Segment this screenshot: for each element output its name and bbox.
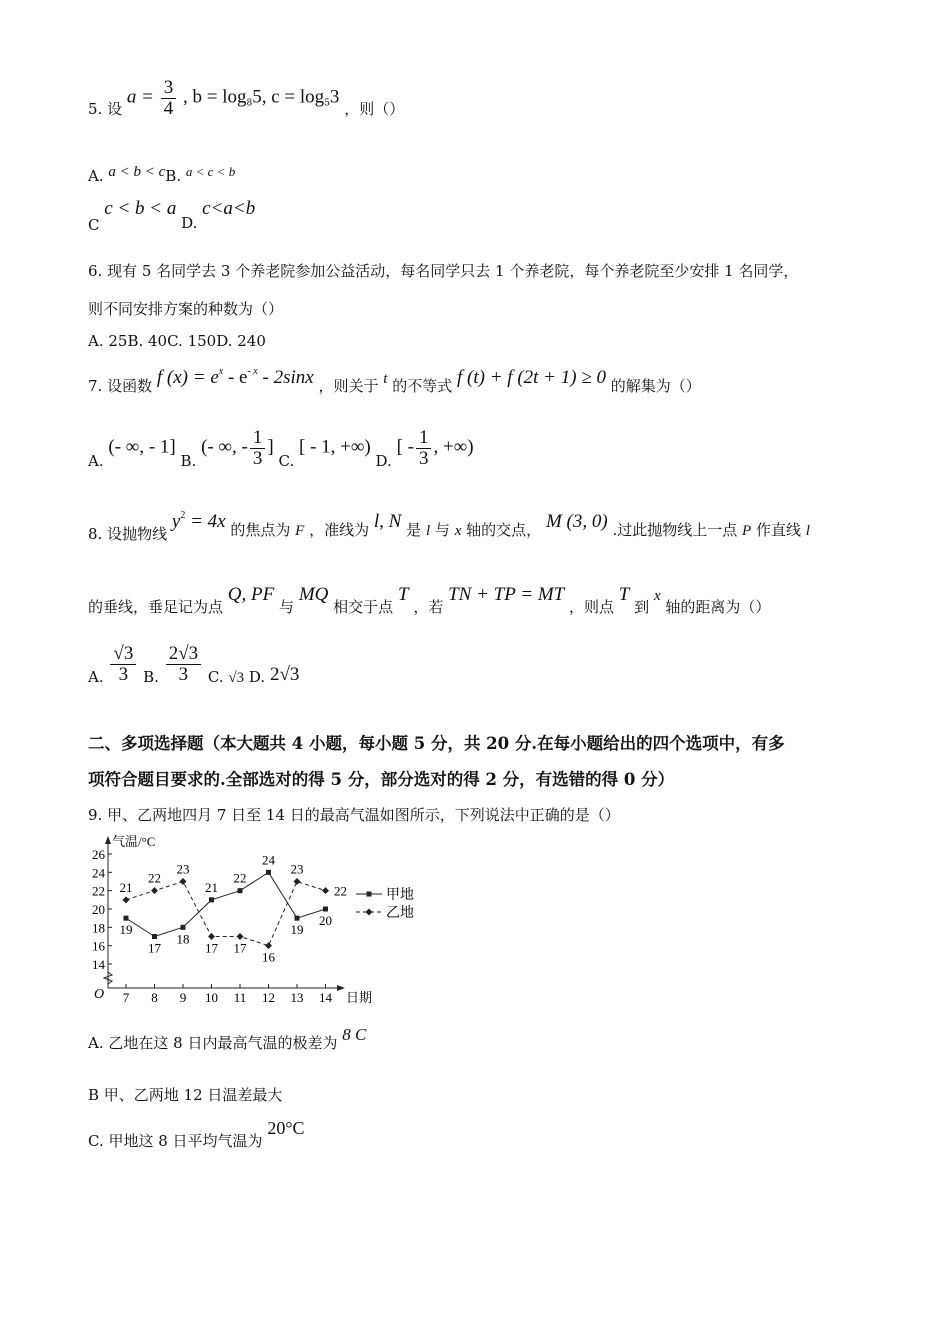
data-label: 20 — [319, 913, 332, 928]
question-text: 与 — [434, 521, 450, 539]
function-definition: - e — [223, 367, 248, 388]
option-b — [166, 644, 201, 685]
q8-options — [88, 644, 299, 696]
x-tick-label: 7 — [122, 990, 130, 1005]
option-d: , +∞) — [433, 436, 474, 458]
data-point-marker — [322, 887, 329, 894]
y-tick-label: 22 — [92, 883, 105, 899]
option-c: √3 — [228, 670, 245, 687]
math-expression: , b = log — [183, 86, 247, 108]
option-c-text: C. 甲地这 8 日平均气温为 — [88, 1132, 263, 1150]
q5-options-row2 — [88, 198, 256, 234]
y-tick-label: 18 — [92, 920, 105, 936]
q9-option-c — [88, 1118, 305, 1150]
fraction-denominator: 3 — [178, 663, 189, 685]
data-label: 19 — [119, 922, 133, 938]
question-text: 作直线 — [755, 521, 801, 539]
option-d-label: D. — [181, 214, 198, 232]
exponent: 2 — [180, 510, 186, 521]
x-tick-label: 11 — [233, 990, 247, 1005]
math-expression: = 4x — [185, 511, 226, 532]
legend-label-0: 甲地 — [386, 888, 414, 903]
option-d: c<a<b — [202, 198, 256, 219]
variable: t — [383, 371, 388, 387]
fraction — [416, 428, 432, 469]
option-c-label: C. — [207, 668, 224, 687]
option-b-label: B. — [143, 668, 159, 687]
option-a-label: A. — [88, 167, 104, 185]
x-tick-label: 8 — [151, 990, 158, 1005]
option-a: (- ∞, - 1] — [108, 436, 176, 458]
question-text: 的垂线，垂足记为点 — [88, 598, 224, 616]
x-tick-label: 9 — [179, 990, 187, 1005]
option-a-label: A. — [88, 452, 104, 471]
option-c-label: C — [88, 216, 100, 234]
data-label: 17 — [233, 940, 247, 956]
option-a-value: 8 C — [342, 1025, 367, 1044]
fraction-numerator: 2√3 — [166, 644, 201, 665]
option-d: [ - — [396, 436, 414, 458]
question-number: 5. 设 — [88, 100, 123, 119]
inequality: f (t) + f (2t + 1) ≥ 0 — [457, 367, 607, 388]
y-axis-arrow — [105, 836, 111, 844]
option-c: [ - 1, +∞) — [299, 436, 371, 458]
equation: TN + TP = MT — [448, 584, 565, 605]
variable: l — [805, 523, 810, 539]
variable: P — [742, 523, 752, 539]
question-9-stem: 9. 甲、乙两地四月 7 日至 14 日的最高气温如图所示，下列说法中正确的是（） — [88, 806, 620, 824]
option-d: 2√3 — [269, 664, 300, 686]
question-text: ，若 — [413, 598, 444, 616]
option-b-label: B. — [165, 167, 182, 185]
exponent: x — [218, 366, 224, 377]
data-point-marker — [208, 933, 215, 940]
data-label: 23 — [290, 861, 304, 877]
origin-label: O — [93, 987, 105, 1002]
option-b: (- ∞, - — [201, 436, 248, 458]
data-label: 21 — [205, 879, 218, 895]
log-base: 8 — [246, 98, 253, 109]
data-point-marker — [237, 933, 244, 940]
option-b: ] — [267, 436, 274, 458]
data-point-marker — [181, 925, 186, 930]
question-text: 到 — [634, 598, 650, 616]
data-point-marker — [151, 887, 158, 894]
question-text: 相交于点 — [333, 598, 394, 616]
question-text: .过此抛物线上一点 — [612, 521, 738, 539]
question-text: 的不等式 — [392, 377, 453, 395]
math-expression: a = — [126, 86, 154, 108]
x-tick-label: 10 — [205, 990, 218, 1005]
fraction-denominator: 3 — [118, 663, 129, 685]
question-text: 与 — [279, 598, 295, 616]
variable: MQ — [298, 584, 329, 605]
y-axis-label: 气温/°C — [112, 834, 156, 849]
question-text: 是 — [406, 521, 422, 539]
temperature-chart — [84, 830, 434, 1010]
fraction-denominator: 3 — [418, 447, 429, 469]
data-label: 21 — [119, 879, 133, 895]
option-a-label: A. — [88, 668, 104, 687]
variable: T — [397, 584, 409, 605]
log-base: 5 — [324, 98, 330, 109]
y-tick-label: 24 — [92, 865, 105, 881]
data-label: 22 — [148, 870, 161, 886]
data-point-marker — [266, 870, 271, 875]
option-a-text: A. 乙地在这 8 日内最高气温的极差为 — [88, 1034, 338, 1052]
data-point-marker — [124, 916, 129, 921]
y-tick-label: 26 — [92, 847, 105, 862]
legend-marker-0 — [367, 892, 372, 897]
fraction-denominator: 4 — [163, 97, 174, 119]
data-label: 23 — [176, 861, 190, 877]
exponent: - x — [247, 366, 258, 377]
data-label: 16 — [262, 949, 275, 965]
question-text: 轴的距离为（） — [665, 598, 771, 616]
question-text: 轴的交点， — [466, 521, 542, 539]
variable: T — [618, 584, 630, 605]
option-b-label: B. — [180, 452, 197, 471]
question-number: 8. 设抛物线 — [88, 525, 168, 543]
question-text: ，准线为 — [309, 521, 370, 539]
variable: F — [295, 523, 305, 539]
question-text: 的解集为（） — [610, 377, 701, 395]
data-point-marker — [294, 878, 301, 885]
legend-marker-1 — [366, 909, 373, 916]
x-tick-label: 12 — [262, 990, 275, 1005]
data-point-marker — [323, 907, 328, 912]
question-7 — [88, 366, 701, 395]
fraction-numerator: 1 — [250, 428, 266, 449]
option-d-label: D. — [375, 452, 392, 471]
data-point-marker — [123, 896, 130, 903]
question-text: ，则点 — [569, 598, 615, 616]
data-label: 17 — [205, 940, 218, 956]
q7-options — [88, 428, 474, 476]
question-8-line2 — [88, 584, 771, 616]
x-axis-label: 日期 — [346, 990, 373, 1005]
question-8-line1 — [88, 510, 810, 543]
fraction-numerator: 1 — [416, 428, 432, 449]
option-a: a < b < c — [108, 164, 166, 180]
function-definition: - 2sinx — [257, 367, 314, 388]
question-number: 7. 设函数 — [88, 377, 153, 395]
q9-option-b: B 甲、乙两地 12 日温差最大 — [88, 1086, 283, 1104]
question-6-line2: 则不同安排方案的种数为（） — [88, 300, 284, 318]
q9-option-a — [88, 1024, 367, 1052]
variable: Q, PF — [227, 584, 275, 605]
option-c-value: 20°C — [267, 1118, 305, 1138]
data-point-marker — [238, 888, 243, 893]
x-tick-label: 13 — [290, 990, 304, 1005]
question-5 — [88, 78, 404, 138]
data-label: 19 — [290, 922, 304, 938]
option-c: c < b < a — [104, 198, 177, 219]
section-2-heading-line1: 二、多项选择题（本大题共 4 小题，每小题 5 分，共 20 分.在每小题给出的四个选项中，有多 — [88, 734, 785, 753]
option-b: a < c < b — [185, 164, 236, 179]
data-point-marker — [152, 934, 157, 939]
math-expression: y — [171, 511, 181, 532]
data-label: 18 — [176, 931, 190, 947]
q5-options-row1 — [88, 162, 236, 185]
y-tick-label: 20 — [92, 902, 105, 917]
y-tick-label: 16 — [92, 938, 105, 954]
question-6-line1: 6. 现有 5 名同学去 3 个养老院参加公益活动，每名同学只去 1 个养老院，每个养老院至少安排 1 名同学， — [88, 262, 799, 280]
data-point-marker — [209, 897, 214, 902]
variable: x — [454, 523, 462, 539]
question-text: 的焦点为 — [230, 521, 291, 539]
option-a — [110, 644, 136, 685]
data-point-marker — [180, 878, 187, 885]
data-label: 22 — [334, 883, 347, 899]
math-expression: 3 — [329, 86, 340, 108]
fraction — [250, 428, 266, 469]
legend-label-1: 乙地 — [386, 906, 414, 921]
data-label: 17 — [148, 940, 161, 956]
section-2-heading-line2: 项符合题目要求的.全部选对的得 5 分，部分选对的得 2 分，有选错的得 0 分） — [88, 770, 675, 789]
y-tick-label: 14 — [92, 957, 105, 972]
data-label: 22 — [233, 870, 247, 886]
option-c-label: C. — [278, 452, 295, 471]
data-point-marker — [265, 942, 272, 949]
fraction-numerator: √3 — [110, 644, 136, 665]
fraction — [161, 78, 177, 119]
question-text: ，则关于 — [318, 377, 379, 395]
data-label: 24 — [262, 852, 275, 868]
data-point-marker — [295, 916, 300, 921]
variable: l, N — [373, 511, 402, 532]
x-axis-arrow — [337, 985, 345, 991]
function-definition: f (x) = e — [156, 367, 219, 388]
point-m: M (3, 0) — [545, 511, 608, 532]
fraction-denominator: 3 — [252, 447, 263, 469]
option-d-label: D. — [248, 668, 266, 687]
question-6-options: A. 25B. 40C. 150D. 240 — [88, 332, 266, 350]
variable: x — [653, 588, 661, 604]
math-expression: 5, c = log — [252, 86, 325, 108]
x-tick-label: 14 — [319, 990, 332, 1005]
variable: l — [425, 523, 431, 539]
fraction-numerator: 3 — [161, 78, 177, 99]
question-text: ，则（） — [344, 100, 405, 119]
